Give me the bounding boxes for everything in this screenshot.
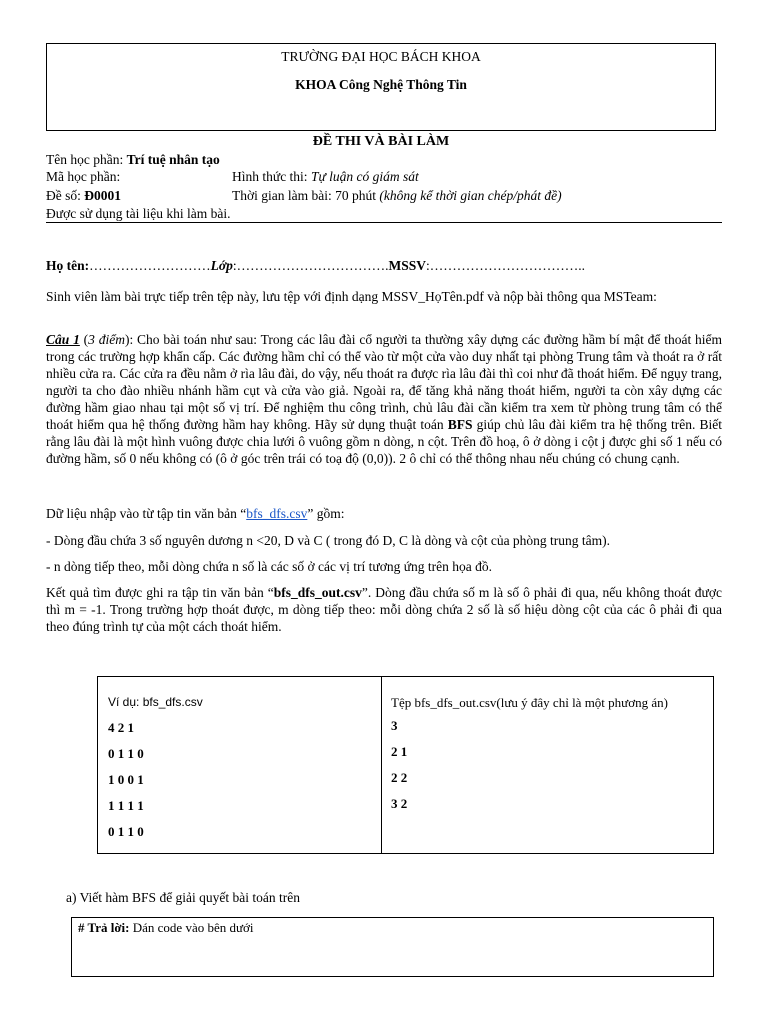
input-description <box>46 505 722 522</box>
student-info-line <box>46 257 722 274</box>
time-field <box>232 187 562 204</box>
exam-number-value: Đ0001 <box>84 188 121 203</box>
example-input-row: 1 0 0 1 <box>108 772 144 787</box>
output-description <box>46 584 722 635</box>
class-dots: :……………………………. <box>232 258 389 273</box>
example-input-cell <box>108 694 373 849</box>
input-prefix: Dữ liệu nhập vào từ tập tin văn bản “ <box>46 506 247 521</box>
example-output-caption: Tệp bfs_dfs_out.csv(lưu ý đây chỉ là một phương án) <box>391 695 668 710</box>
example-input-row: 0 1 1 0 <box>108 824 144 839</box>
example-output-row: 3 2 <box>391 796 408 811</box>
question-text-a: ): Cho bài toán như sau: Trong các lâu đài cổ người ta thường xây dựng các đường hầm bí mật để thoát hiểm trong các trường hợp khẩn cấp. Các đường hầm chỉ có thể vào từ một cửa vào duy nhất tại phòng Trung tâm và thoát ra ở rất nhiều cửa ra. Các cửa ra đều nằm ở rìa lâu đài, do vậy, nếu thoát ra được rìa lâu đài thì coi như đã thoát hiểm. Để ngụy trang, người ta cho đào nhiều nhánh hầm cụt và cửa vào giả. Ngoài ra, để tăng khả năng thoát hiểm, người ta còn xây dựng các đường hầm giao nhau tại một số vị trí. Để nghiệm thu công trình, chủ lâu đài cần kiểm tra xem từ phòng trung tâm có thể thoát hiểm qua hệ thống đường hầm hay không. Hãy sử dụng thuật toán <box>46 332 723 432</box>
class-label: Lớp <box>210 258 233 273</box>
exam-number-label: Đề số: <box>46 188 85 203</box>
bfs-keyword: BFS <box>447 417 473 432</box>
input-suffix: ” gồm: <box>307 506 345 521</box>
format-value: Tự luận có giám sát <box>310 169 419 184</box>
example-input-row: 0 1 1 0 <box>108 746 144 761</box>
example-input-row: 4 2 1 <box>108 720 134 735</box>
example-input-caption: Ví dụ: bfs_dfs.csv <box>108 695 203 709</box>
example-output-cell <box>391 694 709 821</box>
name-label: Họ tên: <box>46 258 90 273</box>
materials-line: Được sử dụng tài liệu khi làm bài. <box>46 206 231 221</box>
part-a: a) Viết hàm BFS để giải quyết bài toán trên <box>66 890 301 905</box>
course-label: Tên học phần: <box>46 152 127 167</box>
code-label: Mã học phần: <box>46 169 121 184</box>
input-file-link[interactable]: bfs_dfs.csv <box>246 506 308 521</box>
example-output-row: 2 1 <box>391 744 408 759</box>
id-label: MSSV <box>388 258 427 273</box>
output-file: bfs_dfs_out.csv <box>273 585 362 600</box>
instructions: Sinh viên làm bài trực tiếp trên tệp này, lưu tệp với định dạng MSSV_HọTên.pdf và nộp bài thông qua MSTeam: <box>46 289 657 304</box>
answer-hint: Dán code vào bên dưới <box>129 920 254 935</box>
course-value: Trí tuệ nhân tạo <box>126 152 220 167</box>
example-output-row: 3 <box>391 718 398 733</box>
faculty-name: KHOA Công Nghệ Thông Tin <box>295 77 467 92</box>
input-line-2: - n dòng tiếp theo, mỗi dòng chứa n số là các số ở các vị trí tương ứng trên họa đồ. <box>46 559 493 574</box>
answer-box[interactable] <box>71 917 714 977</box>
example-output-row: 2 2 <box>391 770 408 785</box>
header-box <box>46 43 716 131</box>
name-dots: ……………………… <box>89 258 211 273</box>
table-divider <box>381 677 382 853</box>
time-label: Thời gian làm bài: 70 phút <box>232 188 380 203</box>
output-suffix: ”. Dòng đầu chứa số m là số ô phải đi qua, nếu không thoát được thì m = -1. Trong trường hợp thoát được, m dòng tiếp theo: mỗi dòng chứa 2 số là số hiệu dòng cột của các ô phải đi qua theo đúng trình tự của một cách thoát hiểm. <box>46 585 722 634</box>
example-table <box>97 676 714 854</box>
exam-title: ĐỀ THI VÀ BÀI LÀM <box>312 134 450 149</box>
format-field <box>232 168 419 185</box>
example-input-row: 1 1 1 1 <box>108 798 144 813</box>
question-label: Câu 1 <box>46 332 80 347</box>
input-line-1: - Dòng đầu chứa 3 số nguyên dương n <20, D và C ( trong đó D, C là dòng và cột của phòng trung tâm). <box>46 533 611 548</box>
divider-line <box>46 222 722 223</box>
question-text-b: giúp chủ lâu đài kiểm tra hệ thống trên. Biết rằng lâu đài là một hình vuông được chia lưới ô vuông gồm n dòng, n cột. Trên đồ hoạ, ô ở dòng i cột j được ghi số 1 nếu có đường hầm, số 0 nếu không có (ô ở góc trên trái có toạ độ (0,0)). 2 ô chỉ có thể thông nhau nếu chúng có chung cạnh. <box>46 417 722 466</box>
id-dots: :…………………………….. <box>426 258 586 273</box>
answer-label: # Trả lời: <box>78 920 130 935</box>
output-prefix: Kết quả tìm được ghi ra tập tin văn bản “ <box>46 585 274 600</box>
exam-number-line <box>46 187 726 204</box>
code-line <box>46 168 726 185</box>
question-points: 3 điểm <box>88 332 125 347</box>
question-1: Câu 1 (3 điểm): Cho bài toán như sau: Trong các lâu đài cổ người ta thường xây dựng các đường hầm bí mật để thoát hiểm trong các trường hợp khẩn cấp. Các đường hầm chỉ có thể vào từ một cửa vào duy nhất tại phòng Trung tâm và thoát ra ở rất nhiều cửa ra. Các cửa ra đều nằm ở rìa lâu đài, do vậy, nếu thoát ra được rìa lâu đài thì coi như đã thoát hiểm. Để ngụy trang, người ta cho đào nhiều nhánh hầm cụt và cửa vào giả. Ngoài ra, để tăng khả năng thoát hiểm, người ta còn xây dựng các đường hầm giao nhau tại một số vị trí. Để nghiệm thu công trình, chủ lâu đài cần kiểm tra xem từ phòng trung tâm có thể thoát hiểm qua hệ thống đường hầm hay không. Hãy sử dụng thuật toán BFS giúp chủ lâu đài kiểm tra hệ thống trên. Biết rằng lâu đài là một hình vuông được chia lưới ô vuông gồm n dòng, n cột. Trên đồ hoạ, ô ở dòng i cột j được ghi số 1 nếu có đường hầm, số 0 nếu không có (ô ở góc trên trái có toạ độ (0,0)). 2 ô chỉ có thể thông nhau nếu chúng có chung cạnh. <box>46 332 723 466</box>
time-note: (không kể thời gian chép/phát đề) <box>379 188 562 203</box>
university-name: TRƯỜNG ĐẠI HỌC BÁCH KHOA <box>281 49 481 64</box>
course-line <box>46 151 726 168</box>
format-label: Hình thức thi: <box>232 169 311 184</box>
